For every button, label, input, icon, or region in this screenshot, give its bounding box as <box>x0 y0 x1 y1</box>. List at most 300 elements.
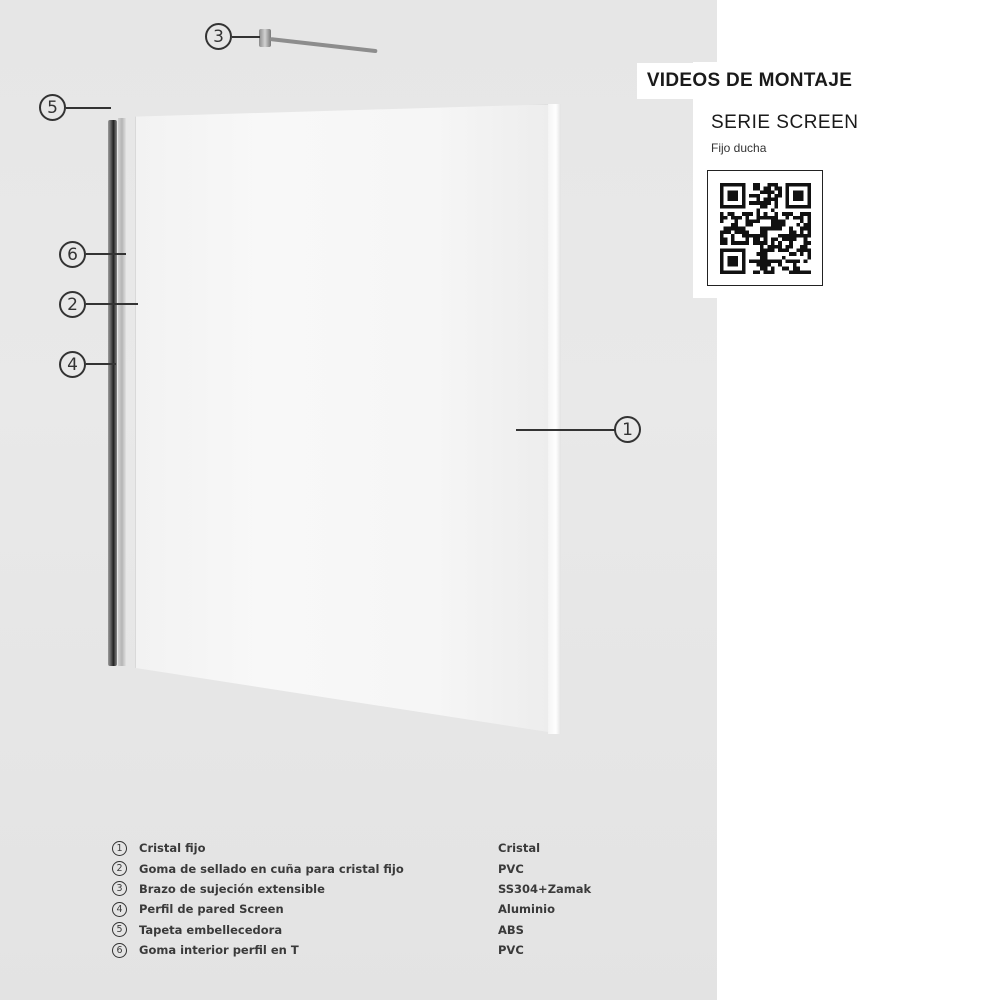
qr-module <box>800 219 804 223</box>
qr-module <box>793 234 797 238</box>
qr-module <box>720 270 724 274</box>
legend-number: 2 <box>112 861 127 876</box>
qr-module <box>778 259 782 263</box>
qr-module <box>749 234 753 238</box>
qr-module <box>767 190 771 194</box>
qr-module <box>807 234 811 238</box>
qr-module <box>753 238 757 242</box>
callout-1: 1 <box>614 416 641 443</box>
qr-module <box>804 212 808 216</box>
serie-subtitle: Fijo ducha <box>711 141 767 155</box>
legend-material: Cristal <box>498 841 541 856</box>
qr-module <box>767 198 771 202</box>
qr-module <box>753 270 757 274</box>
qr-module <box>731 234 735 238</box>
leader-line-2 <box>86 303 138 305</box>
qr-module <box>727 205 731 209</box>
qr-module <box>789 241 793 245</box>
qr-module <box>727 190 731 194</box>
qr-module <box>771 270 775 274</box>
qr-module <box>735 219 739 223</box>
qr-module <box>786 194 790 198</box>
qr-module <box>771 219 775 223</box>
qr-module <box>760 201 764 205</box>
qr-module <box>807 270 811 274</box>
qr-module <box>735 263 739 267</box>
qr-module <box>778 227 782 231</box>
qr-module <box>724 230 728 234</box>
qr-module <box>786 267 790 271</box>
qr-module <box>767 263 771 267</box>
qr-module <box>775 227 779 231</box>
qr-module <box>727 249 731 253</box>
qr-module <box>753 183 757 187</box>
qr-module <box>731 259 735 263</box>
qr-module <box>771 241 775 245</box>
qr-module <box>804 227 808 231</box>
qr-module <box>807 249 811 253</box>
qr-module <box>742 263 746 267</box>
callout-5: 5 <box>39 94 66 121</box>
qr-module <box>771 198 775 202</box>
qr-module <box>756 187 760 191</box>
qr-module <box>771 259 775 263</box>
qr-module <box>735 198 739 202</box>
qr-module <box>760 263 764 267</box>
qr-module <box>738 230 742 234</box>
qr-module <box>782 219 786 223</box>
qr-module <box>727 194 731 198</box>
qr-module <box>756 259 760 263</box>
qr-module <box>804 223 808 227</box>
qr-module <box>727 198 731 202</box>
qr-module <box>742 190 746 194</box>
qr-module <box>727 256 731 260</box>
qr-module <box>760 249 764 253</box>
qr-module <box>764 212 768 216</box>
qr-module <box>789 252 793 256</box>
qr-module <box>764 227 768 231</box>
qr-module <box>720 267 724 271</box>
qr-module <box>775 201 779 205</box>
qr-module <box>745 223 749 227</box>
videos-title: VIDEOS DE MONTAJE <box>637 63 862 99</box>
qr-module <box>756 234 760 238</box>
qr-module <box>764 198 768 202</box>
qr-module <box>800 245 804 249</box>
qr-module <box>786 238 790 242</box>
qr-module <box>738 270 742 274</box>
legend-material: ABS <box>498 922 524 937</box>
qr-module <box>756 270 760 274</box>
qr-module <box>771 238 775 242</box>
qr-module <box>771 190 775 194</box>
qr-module <box>720 198 724 202</box>
qr-module <box>796 194 800 198</box>
qr-module <box>804 238 808 242</box>
qr-module <box>764 263 768 267</box>
legend-description: Cristal fijo <box>139 841 206 856</box>
qr-module <box>749 194 753 198</box>
qr-module <box>753 234 757 238</box>
qr-module <box>720 187 724 191</box>
qr-module <box>724 249 728 253</box>
qr-module <box>742 252 746 256</box>
qr-module <box>807 205 811 209</box>
serie-title: SERIE SCREEN <box>711 112 859 133</box>
qr-module <box>804 249 808 253</box>
qr-module <box>804 205 808 209</box>
qr-module <box>727 227 731 231</box>
qr-module <box>720 205 724 209</box>
qr-module <box>775 259 779 263</box>
qr-module <box>749 259 753 263</box>
qr-module <box>720 241 724 245</box>
callout-3: 3 <box>205 23 232 50</box>
qr-module <box>789 234 793 238</box>
qr-module <box>771 183 775 187</box>
qr-module <box>724 227 728 231</box>
legend-number: 6 <box>112 943 127 958</box>
qr-module <box>724 270 728 274</box>
qr-module <box>731 212 735 216</box>
qr-module <box>731 198 735 202</box>
qr-module <box>782 238 786 242</box>
qr-module <box>756 238 760 242</box>
qr-module <box>793 198 797 202</box>
qr-module <box>720 216 724 220</box>
qr-module <box>753 259 757 263</box>
qr-module <box>749 219 753 223</box>
legend-number: 4 <box>112 902 127 917</box>
qr-module <box>731 183 735 187</box>
qr-module <box>720 190 724 194</box>
qr-module <box>760 267 764 271</box>
qr-module <box>778 263 782 267</box>
qr-module <box>764 267 768 271</box>
qr-module <box>760 205 764 209</box>
qr-module <box>807 194 811 198</box>
qr-module <box>800 198 804 202</box>
qr-module <box>742 267 746 271</box>
qr-module <box>742 201 746 205</box>
qr-module <box>760 245 764 249</box>
qr-module <box>727 270 731 274</box>
qr-module <box>745 216 749 220</box>
qr-module <box>786 201 790 205</box>
qr-module <box>778 223 782 227</box>
wall-profile <box>108 120 117 666</box>
legend-row <box>112 940 612 960</box>
qr-module <box>731 256 735 260</box>
qr-module <box>807 223 811 227</box>
qr-module <box>767 216 771 220</box>
qr-module <box>789 238 793 242</box>
qr-code-link[interactable] <box>707 170 823 286</box>
qr-module <box>742 194 746 198</box>
legend-number: 3 <box>112 881 127 896</box>
qr-module <box>738 249 742 253</box>
qr-module <box>796 205 800 209</box>
qr-module <box>745 212 749 216</box>
qr-module <box>764 238 768 242</box>
qr-module <box>767 194 771 198</box>
qr-module <box>786 249 790 253</box>
qr-module <box>720 256 724 260</box>
qr-module <box>767 227 771 231</box>
qr-module <box>760 259 764 263</box>
qr-module <box>738 227 742 231</box>
qr-module <box>775 183 779 187</box>
legend-description: Goma interior perfil en T <box>139 943 299 958</box>
qr-module <box>735 249 739 253</box>
legend-material: PVC <box>498 861 524 876</box>
qr-module <box>778 234 782 238</box>
qr-module <box>807 212 811 216</box>
qr-module <box>767 245 771 249</box>
qr-module <box>775 198 779 202</box>
qr-module <box>742 212 746 216</box>
leader-line-5 <box>66 107 111 109</box>
qr-module <box>756 252 760 256</box>
qr-module <box>786 187 790 191</box>
qr-module <box>793 263 797 267</box>
qr-module <box>735 256 739 260</box>
qr-module <box>735 270 739 274</box>
qr-module <box>764 256 768 260</box>
qr-module <box>749 223 753 227</box>
qr-module <box>735 183 739 187</box>
qr-module <box>731 216 735 220</box>
qr-module <box>778 249 782 253</box>
legend-number: 5 <box>112 922 127 937</box>
qr-module <box>771 249 775 253</box>
qr-module <box>796 249 800 253</box>
qr-module <box>731 263 735 267</box>
leader-line-1 <box>516 429 615 431</box>
qr-module <box>745 234 749 238</box>
callout-4: 4 <box>59 351 86 378</box>
qr-module <box>738 205 742 209</box>
qr-module <box>804 259 808 263</box>
qr-module <box>796 270 800 274</box>
qr-module <box>771 227 775 231</box>
qr-module <box>760 230 764 234</box>
qr-module <box>789 227 793 231</box>
qr-module <box>775 238 779 242</box>
qr-module <box>778 187 782 191</box>
qr-module <box>720 238 724 242</box>
qr-module <box>767 201 771 205</box>
qr-module <box>745 230 749 234</box>
qr-module <box>731 190 735 194</box>
qr-module <box>731 205 735 209</box>
qr-module <box>771 267 775 271</box>
qr-module <box>771 223 775 227</box>
qr-module <box>800 230 804 234</box>
qr-module <box>720 263 724 267</box>
qr-module <box>742 230 746 234</box>
qr-module <box>742 227 746 231</box>
qr-module <box>742 249 746 253</box>
qr-module <box>753 241 757 245</box>
qr-module <box>727 263 731 267</box>
parts-legend <box>112 838 612 960</box>
qr-module <box>720 219 724 223</box>
qr-module <box>756 201 760 205</box>
qr-module <box>731 249 735 253</box>
qr-module <box>764 230 768 234</box>
leader-line-6 <box>86 253 126 255</box>
qr-module <box>796 190 800 194</box>
qr-code-icon <box>720 183 811 274</box>
qr-module <box>778 241 782 245</box>
support-arm <box>270 37 378 53</box>
qr-module <box>796 198 800 202</box>
legend-description: Perfil de pared Screen <box>139 902 284 917</box>
qr-module <box>749 212 753 216</box>
callout-2: 2 <box>59 291 86 318</box>
qr-module <box>764 216 768 220</box>
qr-module <box>756 241 760 245</box>
qr-module <box>735 241 739 245</box>
qr-module <box>800 212 804 216</box>
qr-module <box>742 183 746 187</box>
qr-module <box>782 256 786 260</box>
qr-module <box>727 183 731 187</box>
qr-module <box>742 234 746 238</box>
qr-module <box>800 194 804 198</box>
qr-module <box>793 259 797 263</box>
qr-module <box>807 187 811 191</box>
qr-module <box>756 216 760 220</box>
qr-module <box>793 183 797 187</box>
qr-module <box>804 270 808 274</box>
qr-module <box>731 270 735 274</box>
qr-module <box>753 219 757 223</box>
qr-module <box>771 216 775 220</box>
qr-module <box>764 201 768 205</box>
legend-row <box>112 838 612 858</box>
qr-module <box>807 219 811 223</box>
qr-module <box>804 234 808 238</box>
qr-module <box>764 270 768 274</box>
qr-module <box>800 216 804 220</box>
qr-module <box>796 223 800 227</box>
qr-module <box>760 252 764 256</box>
qr-module <box>767 270 771 274</box>
qr-module <box>800 252 804 256</box>
qr-module <box>800 270 804 274</box>
leader-line-3 <box>232 36 260 38</box>
qr-module <box>756 212 760 216</box>
qr-module <box>760 190 764 194</box>
qr-module <box>756 263 760 267</box>
qr-module <box>782 267 786 271</box>
qr-module <box>807 256 811 260</box>
qr-module <box>786 183 790 187</box>
qr-module <box>720 252 724 256</box>
qr-module <box>724 205 728 209</box>
qr-module <box>804 183 808 187</box>
qr-module <box>764 259 768 263</box>
qr-module <box>756 194 760 198</box>
qr-module <box>764 249 768 253</box>
qr-module <box>767 259 771 263</box>
qr-module <box>800 205 804 209</box>
qr-module <box>775 223 779 227</box>
qr-module <box>775 212 779 216</box>
qr-module <box>720 230 724 234</box>
legend-description: Tapeta embellecedora <box>139 922 283 937</box>
qr-module <box>731 194 735 198</box>
qr-module <box>756 198 760 202</box>
qr-module <box>735 216 739 220</box>
qr-module <box>786 190 790 194</box>
qr-module <box>800 227 804 231</box>
qr-module <box>807 241 811 245</box>
qr-module <box>775 216 779 220</box>
qr-module <box>793 216 797 220</box>
qr-module <box>786 198 790 202</box>
qr-module <box>807 190 811 194</box>
qr-module <box>735 194 739 198</box>
qr-module <box>775 219 779 223</box>
qr-module <box>789 205 793 209</box>
qr-module <box>742 259 746 263</box>
qr-module <box>786 245 790 249</box>
qr-module <box>800 183 804 187</box>
qr-module <box>775 245 779 249</box>
qr-module <box>793 270 797 274</box>
glass-edge <box>548 104 561 734</box>
qr-module <box>720 249 724 253</box>
qr-module <box>731 227 735 231</box>
qr-module <box>731 238 735 242</box>
qr-module <box>720 201 724 205</box>
qr-module <box>749 201 753 205</box>
qr-module <box>793 252 797 256</box>
qr-module <box>800 234 804 238</box>
qr-module <box>738 216 742 220</box>
qr-module <box>775 194 779 198</box>
qr-module <box>807 198 811 202</box>
qr-module <box>807 183 811 187</box>
qr-module <box>793 230 797 234</box>
qr-module <box>720 259 724 263</box>
qr-module <box>800 249 804 253</box>
qr-module <box>789 183 793 187</box>
qr-module <box>782 223 786 227</box>
qr-module <box>767 249 771 253</box>
qr-module <box>735 190 739 194</box>
legend-description: Goma de sellado en cuña para cristal fijo <box>139 861 404 876</box>
qr-module <box>727 230 731 234</box>
qr-module <box>789 212 793 216</box>
qr-module <box>786 259 790 263</box>
legend-row <box>112 920 612 940</box>
legend-number: 1 <box>112 841 127 856</box>
qr-module <box>793 190 797 194</box>
qr-module <box>789 270 793 274</box>
leader-line-4 <box>86 363 116 365</box>
qr-module <box>735 259 739 263</box>
legend-description: Brazo de sujeción extensible <box>139 881 325 896</box>
qr-module <box>727 259 731 263</box>
qr-module <box>742 270 746 274</box>
qr-module <box>764 234 768 238</box>
qr-module <box>720 194 724 198</box>
